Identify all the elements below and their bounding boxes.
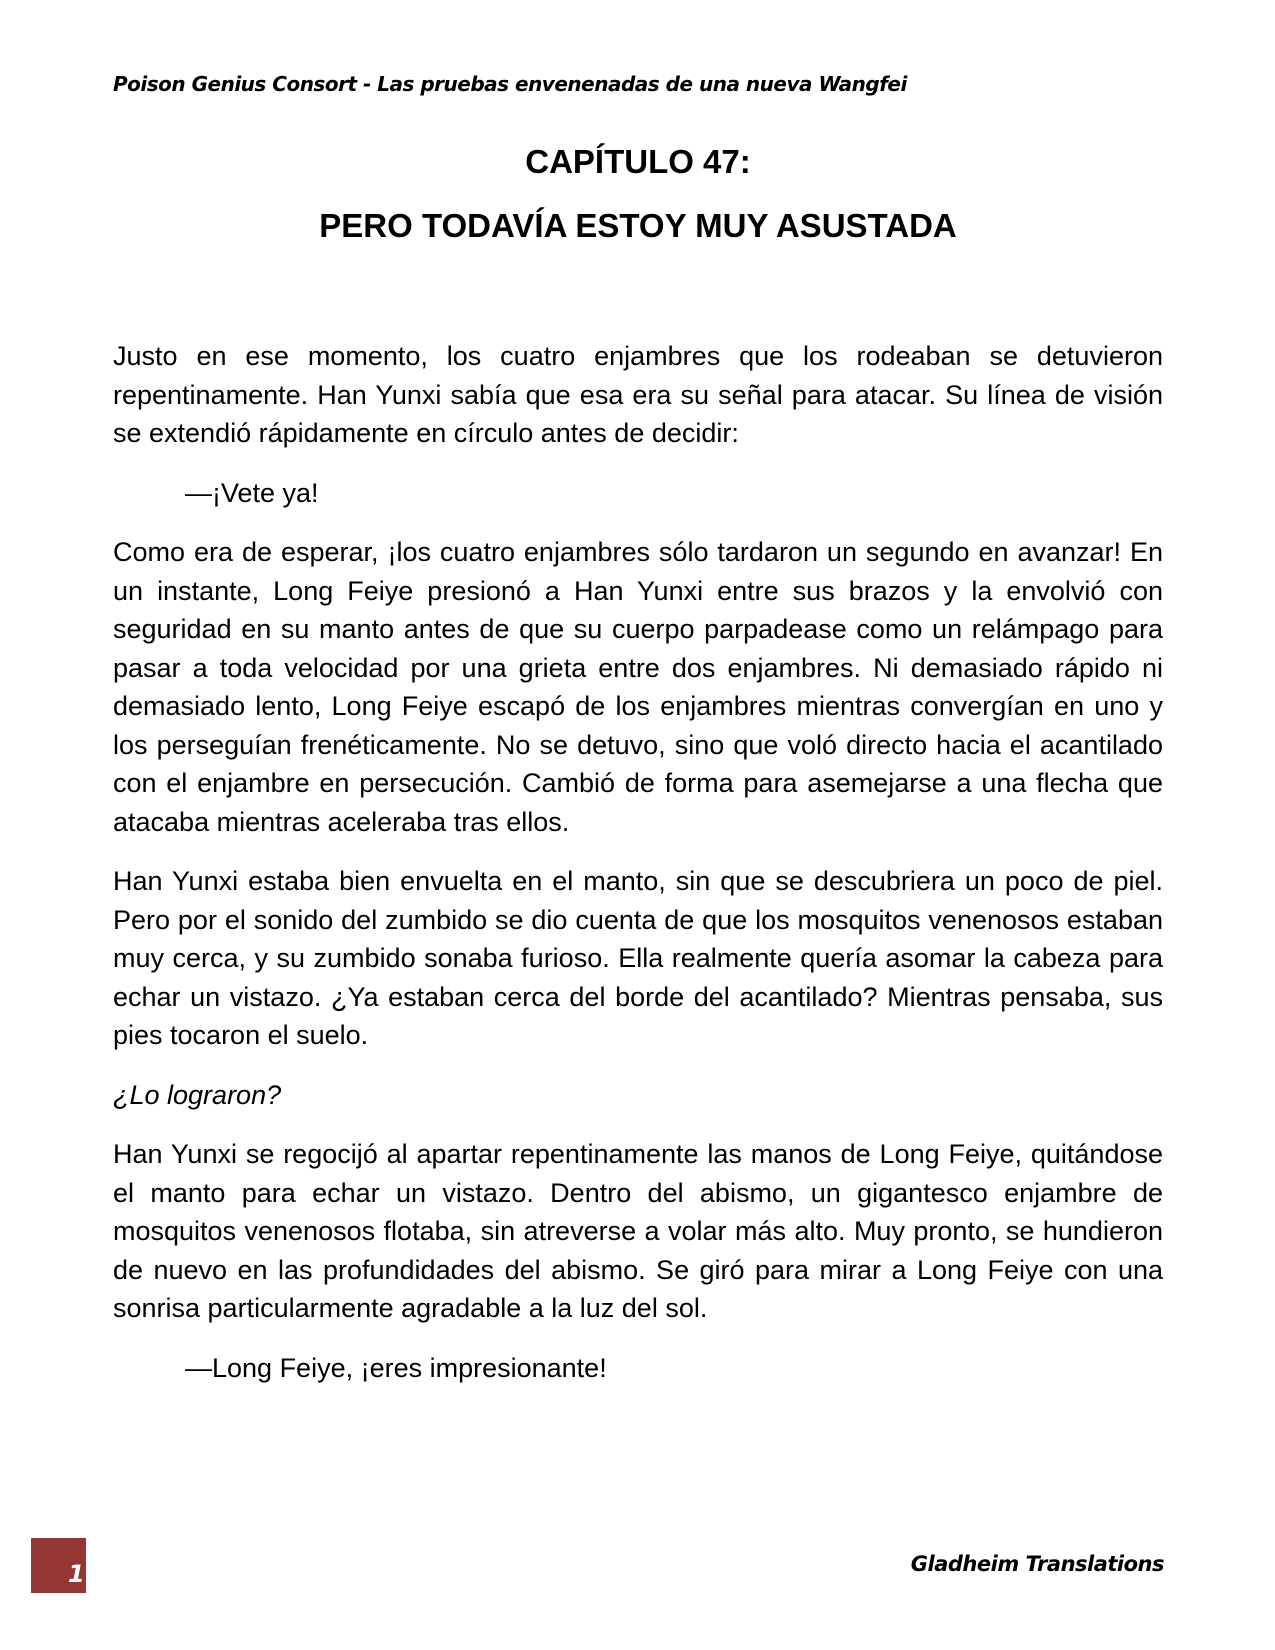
paragraph: Han Yunxi estaba bien envuelta en el manto, sin que se descubriera un poco de piel. Pero por el sonido del zumbido se dio cuenta de que los mosquitos venenosos estaban muy cerca, y su zumbido sonaba furioso. Ella realmente quería asomar la cabeza para echar un vistazo. ¿Ya estaban cerca del borde del acantilado? Mientras pensaba, sus pies tocaron el suelo. (113, 866, 1163, 1050)
chapter-title-block (113, 145, 1163, 242)
footer-credit: Gladheim Translations (910, 1552, 1164, 1576)
chapter-number: CAPÍTULO 47: (525, 143, 751, 180)
dialogue-line: —¡Vete ya! (185, 477, 319, 508)
chapter-title: PERO TODAVÍA ESTOY MUY ASUSTADA (319, 207, 957, 244)
paragraph: Como era de esperar, ¡los cuatro enjambres sólo tardaron un segundo en avanzar! En un instante, Long Feiye presionó a Han Yunxi entre sus brazos y la envolvió con seguridad en su manto antes de que su cuerpo parpadease como un relámpago para pasar a toda velocidad por una grieta entre dos enjambres. Ni demasiado rápido ni demasiado lento, Long Feiye escapó de los enjambres mientras convergían en uno y los perseguían frenéticamente. No se detuvo, sino que voló directo hacia el acantilado con el enjambre en persecución. Cambió de forma para asemejarse a una flecha que atacaba mientras aceleraba tras ellos. (113, 537, 1163, 837)
page-number-underline (31, 1593, 86, 1595)
page-number: 1 (68, 1560, 85, 1588)
dialogue-line: —Long Feiye, ¡eres impresionante! (185, 1352, 607, 1383)
chapter-body (113, 337, 1163, 1408)
running-header: Poison Genius Consort - Las pruebas envenenadas de una nueva Wangfei (113, 72, 907, 96)
paragraph: Justo en ese momento, los cuatro enjambres que los rodeaban se detuvieron repentinamente. Han Yunxi sabía que esa era su señal para atacar. Su línea de visión se extendió rápidamente en círculo antes de decidir: (113, 341, 1163, 448)
inner-thought: ¿Lo lograron? (113, 1079, 282, 1110)
paragraph: Han Yunxi se regocijó al apartar repentinamente las manos de Long Feiye, quitándose el manto para echar un vistazo. Dentro del abismo, un gigantesco enjambre de mosquitos venenosos flotaba, sin atreverse a volar más alto. Muy pronto, se hundieron de nuevo en las profundidades del abismo. Se giró para mirar a Long Feiye con una sonrisa particularmente agradable a la luz del sol. (113, 1139, 1163, 1323)
